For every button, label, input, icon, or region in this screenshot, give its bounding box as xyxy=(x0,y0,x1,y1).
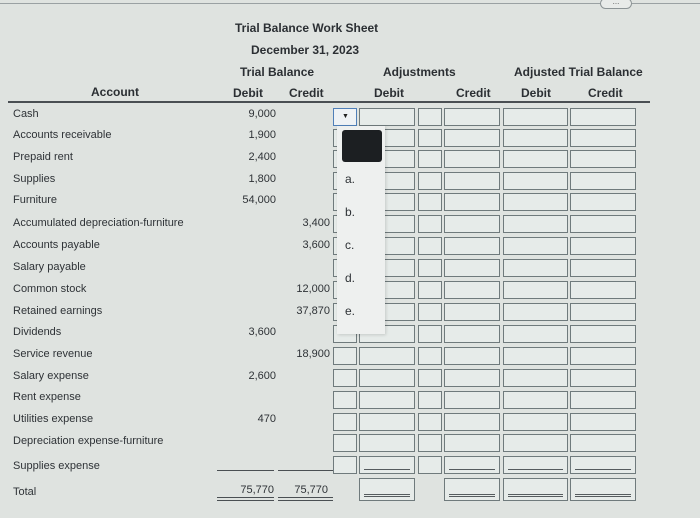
adj-credit-input[interactable] xyxy=(444,347,500,365)
adjusted-trial-balance-header: Adjusted Trial Balance xyxy=(514,65,643,79)
account-name: Common stock xyxy=(13,283,87,295)
adj-credit-ref-select[interactable] xyxy=(418,172,442,190)
atb-debit-header: Debit xyxy=(521,86,551,100)
total-double-rule xyxy=(217,497,274,498)
atb-debit-input[interactable] xyxy=(503,150,568,168)
atb-debit-input[interactable] xyxy=(503,347,568,365)
double-underline xyxy=(364,494,410,495)
account-name: Retained earnings xyxy=(13,305,103,317)
tb-credit-value: 18,900 xyxy=(296,348,330,360)
trial-balance-header: Trial Balance xyxy=(240,65,315,79)
tb-credit-value: 37,870 xyxy=(296,305,330,317)
adj-credit-ref-select[interactable] xyxy=(418,259,442,277)
atb-credit-input[interactable] xyxy=(570,391,636,409)
atb-debit-input[interactable] xyxy=(503,434,568,452)
tb-credit-value: 3,400 xyxy=(302,217,330,229)
account-name: Furniture xyxy=(13,194,58,206)
atb-credit-input[interactable] xyxy=(570,369,636,387)
adj-credit-ref-select[interactable] xyxy=(418,303,442,321)
adjustments-header: Adjustments xyxy=(383,65,456,79)
adj-debit-total-input[interactable] xyxy=(359,478,415,501)
adj-debit-input[interactable] xyxy=(359,391,415,409)
adj-credit-ref-select[interactable] xyxy=(418,325,442,343)
tb-debit-value: 9,000 xyxy=(248,108,276,120)
adj-credit-input[interactable] xyxy=(444,108,500,126)
adj-credit-input[interactable] xyxy=(444,456,500,474)
tb-debit-total: 75,770 xyxy=(240,484,274,496)
adj-credit-ref-select[interactable] xyxy=(418,215,442,233)
double-underline xyxy=(508,496,563,497)
atb-debit-input[interactable] xyxy=(503,129,568,147)
double-underline xyxy=(364,496,410,497)
adj-debit-input[interactable] xyxy=(359,413,415,431)
adj-credit-ref-select[interactable] xyxy=(418,413,442,431)
adj-debit-input[interactable] xyxy=(359,369,415,387)
total-label: Total xyxy=(13,486,37,498)
atb-debit-input[interactable] xyxy=(503,369,568,387)
account-name: Dividends xyxy=(13,326,62,338)
adj-debit-ref-select[interactable] xyxy=(333,434,357,452)
adj-debit-ref-select[interactable] xyxy=(333,369,357,387)
atb-credit-input[interactable] xyxy=(570,259,636,277)
adj-credit-input[interactable] xyxy=(444,303,500,321)
atb-debit-input[interactable] xyxy=(503,193,568,211)
atb-debit-input[interactable] xyxy=(503,237,568,255)
adj-credit-input[interactable] xyxy=(444,413,500,431)
adj-credit-input[interactable] xyxy=(444,325,500,343)
adj-credit-ref-select[interactable] xyxy=(418,391,442,409)
atb-credit-input[interactable] xyxy=(570,325,636,343)
more-options-button[interactable]: ... xyxy=(600,0,632,9)
account-name: Prepaid rent xyxy=(13,151,73,163)
atb-debit-total-input[interactable] xyxy=(503,478,568,501)
total-double-rule xyxy=(278,500,333,501)
atb-credit-input[interactable] xyxy=(570,172,636,190)
tb-credit-value: 12,000 xyxy=(296,283,330,295)
atb-credit-input[interactable] xyxy=(570,193,636,211)
adj-credit-ref-select[interactable] xyxy=(418,434,442,452)
account-name: Utilities expense xyxy=(13,413,94,425)
atb-credit-input[interactable] xyxy=(570,281,636,299)
atb-debit-input[interactable] xyxy=(503,456,568,474)
top-divider xyxy=(0,3,700,4)
tb-debit-value: 470 xyxy=(257,413,276,425)
atb-credit-input[interactable] xyxy=(570,434,636,452)
adj-debit-input[interactable] xyxy=(359,434,415,452)
double-underline xyxy=(508,494,563,495)
adj-credit-ref-select[interactable] xyxy=(418,237,442,255)
tb-credit-header: Credit xyxy=(289,86,324,100)
atb-credit-header: Credit xyxy=(588,86,623,100)
adj-credit-input[interactable] xyxy=(444,259,500,277)
worksheet-date: December 31, 2023 xyxy=(251,43,360,57)
single-underline xyxy=(508,469,563,470)
account-name: Accounts receivable xyxy=(13,129,112,141)
account-name: Depreciation expense-furniture xyxy=(13,435,164,447)
worksheet-title: Trial Balance Work Sheet xyxy=(235,21,379,35)
adj-credit-input[interactable] xyxy=(444,215,500,233)
double-underline xyxy=(449,494,495,495)
adj-credit-ref-select[interactable] xyxy=(418,193,442,211)
dropdown-option-a[interactable]: a. xyxy=(345,172,356,186)
adj-credit-ref-select[interactable] xyxy=(418,456,442,474)
single-underline xyxy=(364,469,410,470)
dropdown-arrow-icon: ▼ xyxy=(342,113,349,120)
atb-credit-input[interactable] xyxy=(570,108,636,126)
reference-dropdown-menu xyxy=(337,126,385,334)
atb-debit-input[interactable] xyxy=(503,413,568,431)
adj-credit-input[interactable] xyxy=(444,391,500,409)
atb-credit-input[interactable] xyxy=(570,347,636,365)
atb-credit-input[interactable] xyxy=(570,237,636,255)
atb-debit-input[interactable] xyxy=(503,303,568,321)
atb-credit-total-input[interactable] xyxy=(570,478,636,501)
adj-credit-ref-select[interactable] xyxy=(418,150,442,168)
total-double-rule xyxy=(217,500,274,501)
tb-debit-value: 1,800 xyxy=(248,173,276,185)
tb-debit-value: 2,400 xyxy=(248,151,276,163)
adj-debit-ref-select-row-1[interactable] xyxy=(333,108,357,126)
atb-debit-input[interactable] xyxy=(503,281,568,299)
adj-credit-ref-select[interactable] xyxy=(418,369,442,387)
single-underline xyxy=(575,469,631,470)
account-name: Supplies xyxy=(13,173,56,185)
atb-credit-input[interactable] xyxy=(570,303,636,321)
double-underline xyxy=(575,496,631,497)
adj-debit-ref-select[interactable] xyxy=(333,347,357,365)
adj-credit-ref-select[interactable] xyxy=(418,347,442,365)
account-name: Accounts payable xyxy=(13,239,100,251)
atb-debit-input[interactable] xyxy=(503,325,568,343)
single-underline xyxy=(449,469,495,470)
tb-debit-value: 1,900 xyxy=(248,129,276,141)
tb-credit-value: 3,600 xyxy=(302,239,330,251)
adj-credit-input[interactable] xyxy=(444,193,500,211)
adj-credit-ref-select[interactable] xyxy=(418,281,442,299)
atb-credit-input[interactable] xyxy=(570,129,636,147)
atb-debit-input[interactable] xyxy=(503,215,568,233)
total-single-rule xyxy=(217,470,274,471)
adj-credit-input[interactable] xyxy=(444,434,500,452)
dropdown-option-blank[interactable] xyxy=(342,130,382,162)
adj-credit-ref-select[interactable] xyxy=(418,129,442,147)
dropdown-option-e[interactable]: e. xyxy=(345,304,356,318)
adj-credit-input[interactable] xyxy=(444,150,500,168)
account-name: Salary expense xyxy=(13,370,89,382)
atb-debit-input[interactable] xyxy=(503,259,568,277)
account-name: Service revenue xyxy=(13,348,93,360)
dropdown-option-c[interactable]: c. xyxy=(345,238,355,252)
adj-debit-input[interactable] xyxy=(359,456,415,474)
header-rule xyxy=(8,101,650,103)
adj-debit-input[interactable] xyxy=(359,347,415,365)
account-name: Accumulated depreciation-furniture xyxy=(13,217,184,229)
account-name: Rent expense xyxy=(13,391,81,403)
tb-credit-total: 75,770 xyxy=(294,484,328,496)
atb-credit-input[interactable] xyxy=(570,456,636,474)
adj-debit-ref-select[interactable] xyxy=(333,456,357,474)
account-name: Supplies expense xyxy=(13,460,100,472)
double-underline xyxy=(449,496,495,497)
adj-debit-input[interactable] xyxy=(359,108,415,126)
dropdown-option-d[interactable]: d. xyxy=(345,271,356,285)
adj-credit-header: Credit xyxy=(456,86,491,100)
atb-debit-input[interactable] xyxy=(503,108,568,126)
account-column-header: Account xyxy=(91,85,139,99)
account-name: Cash xyxy=(13,108,39,120)
atb-credit-input[interactable] xyxy=(570,413,636,431)
tb-debit-value: 2,600 xyxy=(248,370,276,382)
dropdown-option-b[interactable]: b. xyxy=(345,205,356,219)
atb-credit-input[interactable] xyxy=(570,215,636,233)
adj-credit-input[interactable] xyxy=(444,369,500,387)
adj-credit-total-input[interactable] xyxy=(444,478,500,501)
tb-debit-value: 3,600 xyxy=(248,326,276,338)
adj-debit-ref-select[interactable] xyxy=(333,413,357,431)
atb-credit-input[interactable] xyxy=(570,150,636,168)
adj-debit-header: Debit xyxy=(374,86,404,100)
atb-debit-input[interactable] xyxy=(503,172,568,190)
tb-debit-value: 54,000 xyxy=(242,194,276,206)
adj-credit-input[interactable] xyxy=(444,129,500,147)
adj-credit-input[interactable] xyxy=(444,172,500,190)
adj-credit-input[interactable] xyxy=(444,237,500,255)
double-underline xyxy=(575,494,631,495)
atb-debit-input[interactable] xyxy=(503,391,568,409)
account-name: Salary payable xyxy=(13,261,86,273)
adj-debit-ref-select[interactable] xyxy=(333,391,357,409)
adj-credit-input[interactable] xyxy=(444,281,500,299)
total-single-rule xyxy=(278,470,333,471)
total-double-rule xyxy=(278,497,333,498)
adj-credit-ref-select[interactable] xyxy=(418,108,442,126)
tb-debit-header: Debit xyxy=(233,86,263,100)
